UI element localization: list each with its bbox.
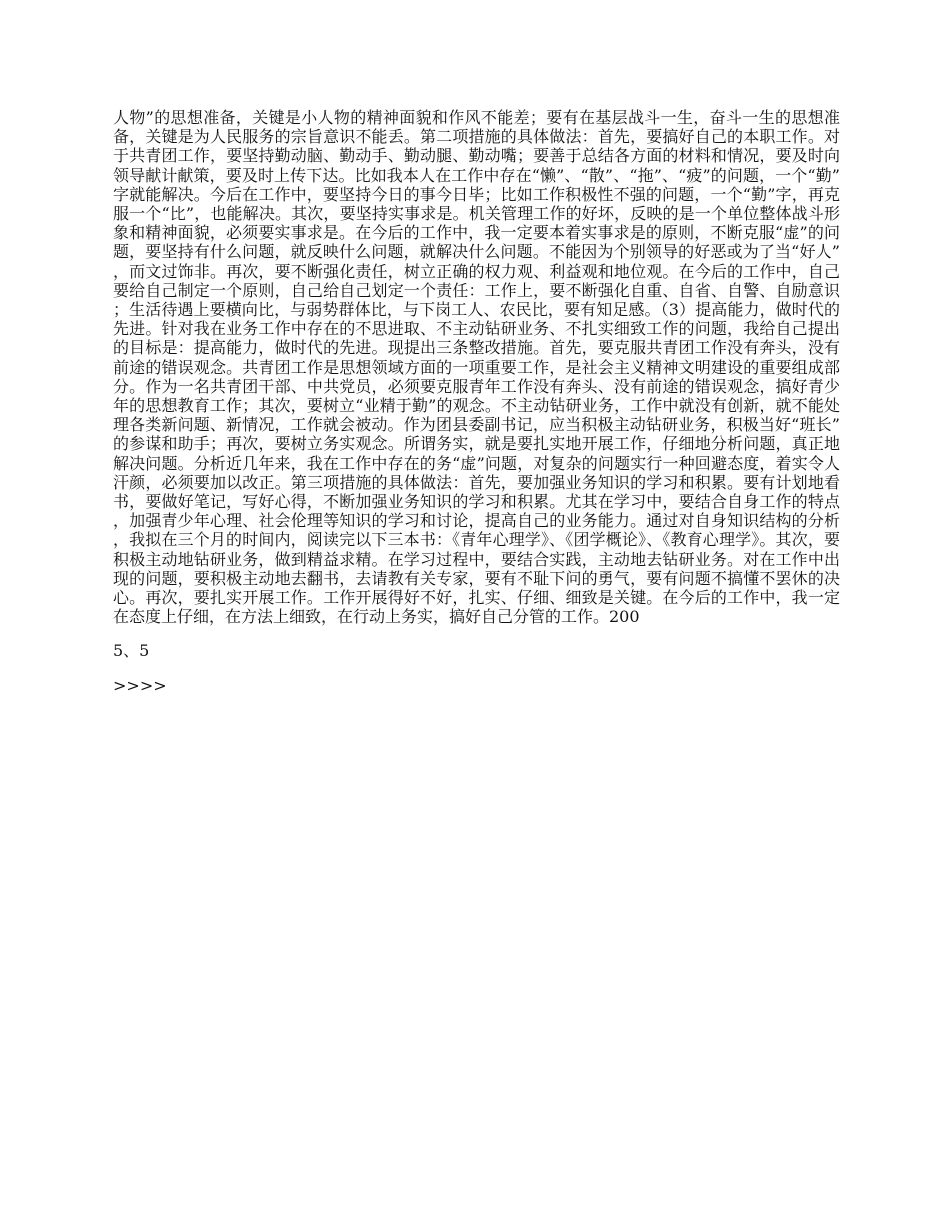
document-page — [113, 108, 840, 695]
continuation-marker: >>>> — [113, 675, 167, 695]
body-paragraph: 人物”的思想准备，关键是小人物的精神面貌和作风不能差；要有在基层战斗一生，奋斗一生的思想准备，关键是为人民服务的宗旨意识不能丢。第二项措施的具体做法：首先，要搞好自己的本职工作。对于共青团工作，要坚持勤动脑、勤动手、勤动腿、勤动嘴；要善于总结各方面的材料和情况，要及时向领导献计献策，要及时上传下达。比如我本人在工作中存在“懒”、“散”、“拖”、“疲”的问题，一个“勤”字就能解决。今后在工作中，要坚持今日的事今日毕；比如工作积极性不强的问题，一个“勤”字，再克服一个“比”，也能解决。其次，要坚持实事求是。机关管理工作的好坏，反映的是一个单位整体战斗形象和精神面貌，必须要实事求是。在今后的工作中，我一定要本着实事求是的原则，不断克服“虚”的问题，要坚持有什么问题，就反映什么问题，就解决什么问题。不能因为个别领导的好恶或为了当“好人”，而文过饰非。再次，要不断强化责任，树立正确的权力观、利益观和地位观。在今后的工作中，自己要给自己制定一个原则，自己给自己划定一个责任：工作上，要不断强化自重、自省、自警、自励意识；生活待遇上要横向比，与弱势群体比，与下岗工人、农民比，要有知足感。（3）提高能力，做时代的先进。针对我在业务工作中存在的不思进取、不主动钻研业务、不扎实细致工作的问题，我给自己提出的目标是：提高能力，做时代的先进。现提出三条整改措施。首先，要克服共青团工作没有奔头，没有前途的错误观念。共青团工作是思想领域方面的一项重要工作，是社会主义精神文明建设的重要组成部分。作为一名共青团干部、中共党员，必须要克服青年工作没有奔头、没有前途的错误观念，搞好青少年的思想教育工作；其次，要树立“业精于勤”的观念。不主动钻研业务，工作中就没有创新，就不能处理各类新问题、新情况，工作就会被动。作为团县委副书记，应当积极主动钻研业务，积极当好“班长”的参谋和助手；再次，要树立务实观念。所谓务实，就是要扎实地开展工作，仔细地分析问题，真正地解决问题。分析近几年来，我在工作中存在的务“虚”问题，对复杂的问题实行一种回避态度，着实令人汗颜，必须要加以改正。第三项措施的具体做法：首先，要加强业务知识的学习和积累。要有计划地看书，要做好笔记，写好心得，不断加强业务知识的学习和积累。尤其在学习中，要结合自身工作的特点，加强青少年心理、社会伦理等知识的学习和讨论，提高自己的业务能力。通过对自身知识结构的分析，我拟在三个月的时间内，阅读完以下三本书：《青年心理学》、《团学概论》、《教育心理学》。其次，要积极主动地钻研业务，做到精益求精。在学习过程中，要结合实践，主动地去钻研业务。对在工作中出现的问题，要积极主动地去翻书，去请教有关专家，要有不耻下问的勇气，要有问题不搞懂不罢休的决心。再次，要扎实开展工作。工作开展得好不好，扎实、仔细、细致是关键。在今后的工作中，我一定在态度上仔细，在方法上细致，在行动上务实，搞好自己分管的工作。200 — [113, 108, 840, 627]
section-number: 5、5 — [113, 641, 150, 661]
